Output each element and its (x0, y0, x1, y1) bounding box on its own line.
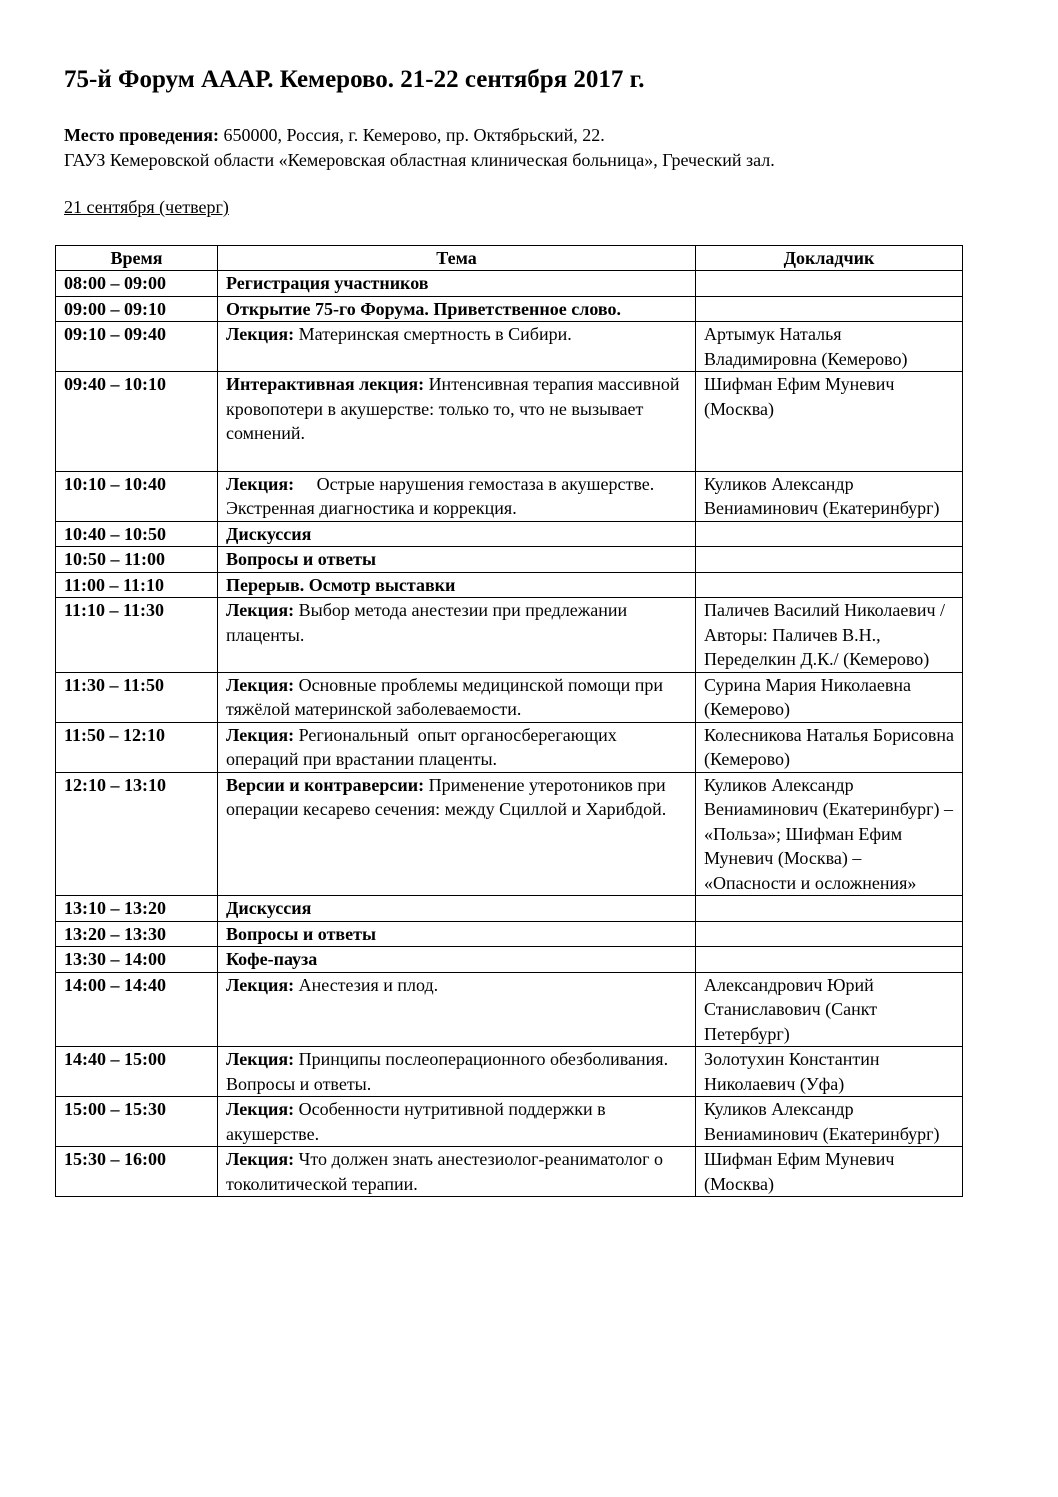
row-type: Лекция: (226, 324, 295, 344)
row-spacer (226, 446, 687, 471)
row-speaker: Артымук Наталья Владимировна (Кемерово) (696, 322, 963, 372)
row-speaker: Шифман Ефим Муневич (Москва) (696, 372, 963, 472)
row-type: Лекция: (226, 674, 295, 695)
venue-address: 650000, Россия, г. Кемерово, пр. Октябрьский, 22. (219, 125, 605, 145)
row-topic-text: Выбор метода анестезии при предлежании плаценты. (226, 600, 632, 645)
table-row (56, 322, 963, 372)
row-time: 12:10 – 13:10 (56, 772, 218, 896)
row-type: Лекция: (226, 1099, 295, 1119)
table-row (56, 896, 963, 922)
table-row (56, 296, 963, 322)
row-topic (218, 372, 696, 472)
row-topic (218, 598, 696, 673)
table-row (56, 672, 963, 722)
schedule-table (55, 245, 963, 1197)
day-label: 21 сентября (четверг) (64, 197, 229, 217)
row-time: 10:40 – 10:50 (56, 521, 218, 547)
row-topic-text: Основные проблемы медицинской помощи при тяжёлой материнской заболеваемости. (226, 674, 668, 719)
row-speaker (696, 947, 963, 973)
row-time: 13:10 – 13:20 (56, 896, 218, 922)
row-topic-text: Особенности нутритивной поддержки в акушерстве. (226, 1099, 611, 1144)
row-topic (218, 972, 696, 1047)
table-header-row (56, 246, 963, 271)
row-speaker (696, 921, 963, 947)
row-time: 08:00 – 09:00 (56, 271, 218, 297)
row-speaker (696, 896, 963, 922)
row-topic (218, 1097, 696, 1147)
row-time: 13:20 – 13:30 (56, 921, 218, 947)
row-speaker: Куликов Александр Вениаминович (Екатеринбург) – «Польза»; Шифман Ефим Муневич (Москва) – «Опасности и осложнения» (696, 772, 963, 896)
row-topic-text: Региональный опыт органосберегающих операций при врастании плаценты. (226, 724, 622, 769)
row-time: 09:00 – 09:10 (56, 296, 218, 322)
schedule-body (56, 271, 963, 1197)
row-speaker: Куликов Александр Вениаминович (Екатеринбург) (696, 1097, 963, 1147)
row-title: Регистрация участников (226, 273, 429, 293)
row-topic (218, 921, 696, 947)
row-speaker (696, 271, 963, 297)
row-topic-text: Материнская смертность в Сибири. (294, 324, 572, 344)
row-speaker: Шифман Ефим Муневич (Москва) (696, 1147, 963, 1197)
row-topic (218, 271, 696, 297)
row-title: Вопросы и ответы (226, 549, 377, 569)
row-topic-text: Что должен знать анестезиолог-реаниматолог о токолитической терапии. (226, 1149, 668, 1194)
row-type: Лекция: (226, 1049, 295, 1069)
header-topic: Тема (218, 246, 696, 271)
row-topic-text: Острые нарушения гемостаза в акушерстве. Экстренная диагностика и коррекция. (226, 473, 659, 518)
row-speaker: Куликов Александр Вениаминович (Екатеринбург) (696, 471, 963, 521)
header-time: Время (56, 246, 218, 271)
row-speaker (696, 521, 963, 547)
table-row (56, 772, 963, 896)
venue-label: Место проведения: (64, 125, 220, 145)
row-speaker (696, 296, 963, 322)
table-row (56, 972, 963, 1047)
row-speaker: Александрович Юрий Станиславович (Санкт Петербург) (696, 972, 963, 1047)
venue-institution: ГАУЗ Кемеровской области «Кемеровская областная клиническая больница», Греческий зал. (64, 150, 775, 170)
row-title: Вопросы и ответы (226, 923, 377, 944)
table-row (56, 521, 963, 547)
page-title: 75-й Форум АААР. Кемерово. 21-22 сентября 2017 г. (64, 66, 645, 93)
row-time: 11:10 – 11:30 (56, 598, 218, 673)
table-row (56, 572, 963, 598)
row-title: Открытие 75-го Форума. Приветственное слово. (226, 298, 621, 319)
table-row (56, 1097, 963, 1147)
table-row (56, 1047, 963, 1097)
row-type: Версии и контраверсии: (226, 774, 425, 795)
row-topic (218, 1047, 696, 1097)
row-topic-text: Применение утеротоников при операции кесарево сечения: между Сциллой и Харибдой. (226, 774, 671, 819)
row-topic (218, 322, 696, 372)
row-topic (218, 947, 696, 973)
row-time: 11:30 – 11:50 (56, 672, 218, 722)
table-row (56, 471, 963, 521)
row-topic (218, 471, 696, 521)
row-type: Лекция: (226, 724, 295, 745)
row-type: Лекция: (226, 1149, 295, 1169)
row-topic-text: Принципы послеоперационного обезболивания. Вопросы и ответы. (226, 1049, 673, 1094)
venue-address-line (64, 123, 775, 148)
row-type: Лекция: (226, 974, 295, 995)
row-topic (218, 722, 696, 772)
table-row (56, 598, 963, 673)
row-topic (218, 772, 696, 896)
row-title: Дискуссия (226, 898, 312, 918)
row-time: 10:10 – 10:40 (56, 471, 218, 521)
row-time: 15:30 – 16:00 (56, 1147, 218, 1197)
table-row (56, 271, 963, 297)
row-time: 11:50 – 12:10 (56, 722, 218, 772)
row-time: 14:40 – 15:00 (56, 1047, 218, 1097)
row-title: Дискуссия (226, 523, 312, 544)
row-speaker (696, 572, 963, 598)
row-speaker: Паличев Василий Николаевич /Авторы: Паличев В.Н., Переделкин Д.К./ (Кемерово) (696, 598, 963, 673)
row-topic (218, 296, 696, 322)
table-row (56, 722, 963, 772)
row-time: 13:30 – 14:00 (56, 947, 218, 973)
table-row (56, 921, 963, 947)
row-topic (218, 896, 696, 922)
row-time: 09:40 – 10:10 (56, 372, 218, 472)
row-topic-text: Анестезия и плод. (294, 974, 439, 995)
row-time: 15:00 – 15:30 (56, 1097, 218, 1147)
row-time: 10:50 – 11:00 (56, 547, 218, 573)
venue-block (64, 123, 775, 173)
row-speaker: Колесникова Наталья Борисовна (Кемерово) (696, 722, 963, 772)
row-topic (218, 672, 696, 722)
table-row (56, 1147, 963, 1197)
row-type: Лекция: (226, 473, 295, 494)
row-title: Кофе-пауза (226, 949, 318, 969)
row-speaker: Золотухин Константин Николаевич (Уфа) (696, 1047, 963, 1097)
row-time: 09:10 – 09:40 (56, 322, 218, 372)
row-topic (218, 521, 696, 547)
row-title: Перерыв. Осмотр выставки (226, 574, 456, 595)
row-topic (218, 547, 696, 573)
row-time: 14:00 – 14:40 (56, 972, 218, 1047)
table-row (56, 547, 963, 573)
row-topic-text: Интенсивная терапия массивной кровопотери в акушерстве: только то, что не вызывает сомнений. (226, 374, 684, 443)
row-topic (218, 572, 696, 598)
table-row (56, 947, 963, 973)
row-speaker: Сурина Мария Николаевна (Кемерово) (696, 672, 963, 722)
row-time: 11:00 – 11:10 (56, 572, 218, 598)
table-row (56, 372, 963, 472)
row-speaker (696, 547, 963, 573)
row-type: Лекция: (226, 600, 295, 620)
header-speaker: Докладчик (696, 246, 963, 271)
row-type: Интерактивная лекция: (226, 374, 425, 394)
row-topic (218, 1147, 696, 1197)
